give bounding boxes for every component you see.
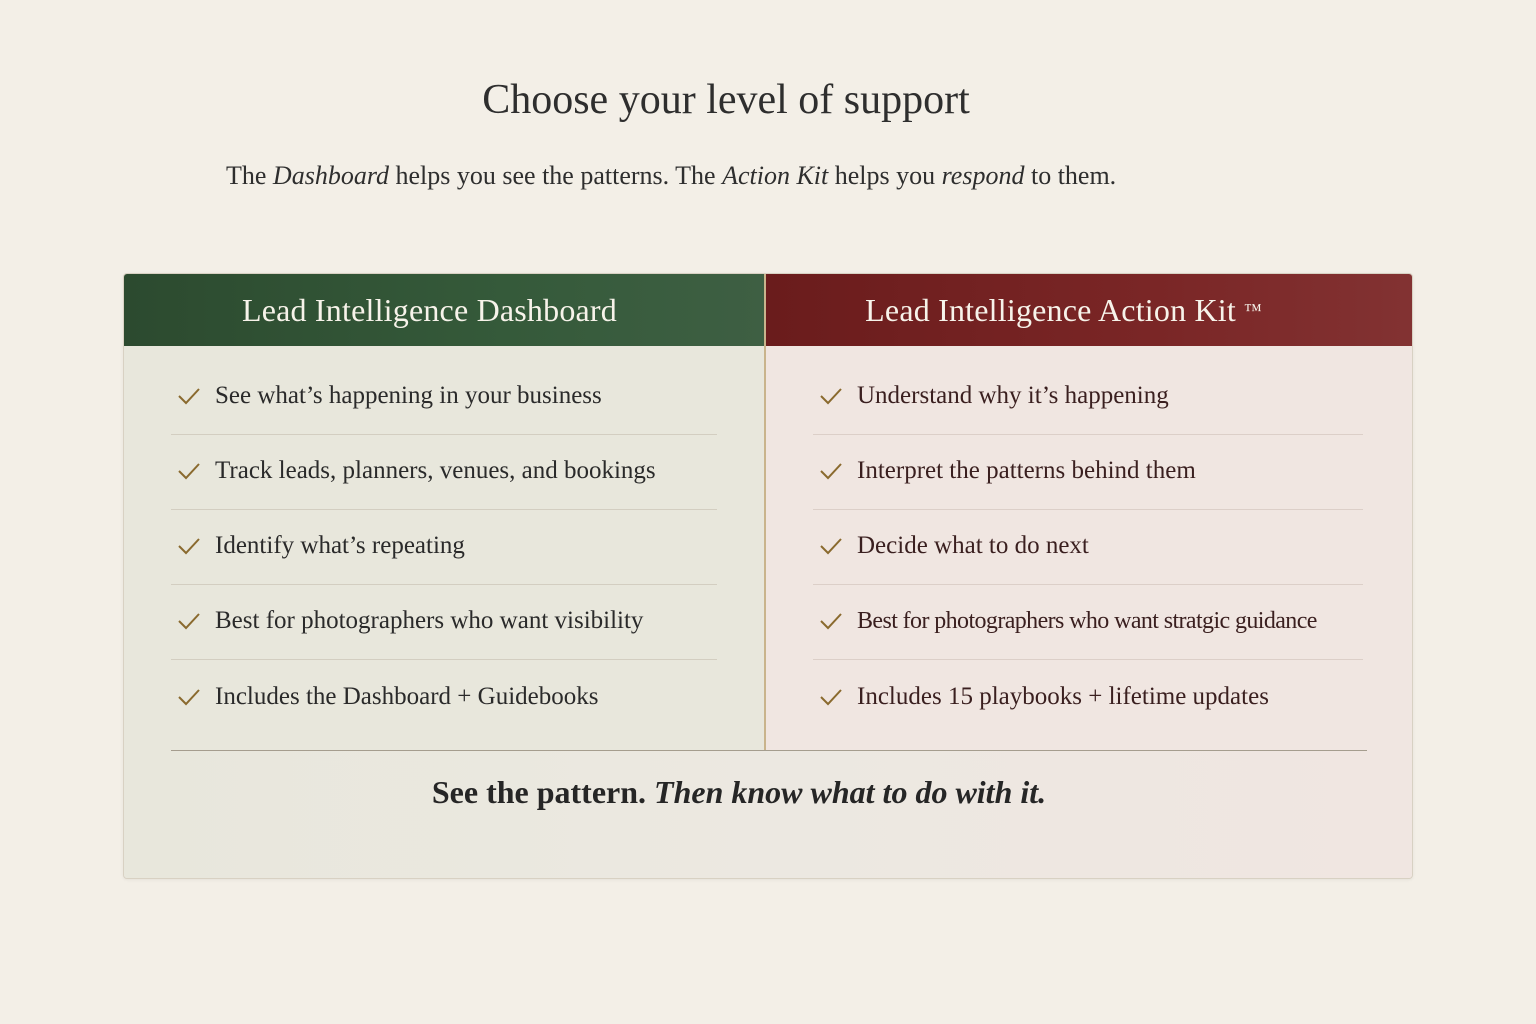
feature-item bbox=[171, 360, 717, 435]
page-title: Choose your level of support bbox=[482, 77, 970, 123]
feature-item bbox=[813, 360, 1363, 435]
plan-header-action-kit bbox=[765, 274, 1412, 346]
feature-text: Includes the Dashboard + Guidebooks bbox=[215, 682, 599, 710]
feature-item bbox=[171, 435, 717, 510]
footer-tagline: See the pattern. Then know what to do with it. bbox=[431, 774, 1047, 810]
feature-list-action-kit bbox=[813, 360, 1363, 735]
feature-text: Best for photographers who want visibility bbox=[215, 607, 644, 634]
feature-item bbox=[171, 510, 717, 585]
feature-text: Best for photographers who want stratgic guidance bbox=[857, 607, 1317, 634]
footer-divider bbox=[171, 750, 1367, 751]
feature-item bbox=[171, 585, 717, 660]
feature-text: Decide what to do next bbox=[857, 532, 1089, 559]
plan-column-action-kit bbox=[765, 274, 1412, 750]
feature-list-dashboard bbox=[171, 360, 717, 735]
plan-column-dashboard bbox=[124, 274, 765, 750]
check-icon bbox=[175, 607, 203, 635]
page-subtitle: The Dashboard helps you see the patterns. The Action Kit helps you respond to them. bbox=[226, 161, 1117, 190]
feature-text: Includes 15 playbooks + lifetime updates bbox=[857, 682, 1269, 710]
check-icon bbox=[817, 382, 845, 410]
feature-text: See what’s happening in your business bbox=[215, 382, 602, 409]
feature-item bbox=[813, 435, 1363, 510]
feature-item bbox=[813, 510, 1363, 585]
plan-name: Lead Intelligence Dashboard bbox=[241, 291, 617, 328]
trademark-symbol: ™ bbox=[1243, 299, 1262, 320]
check-icon bbox=[817, 532, 845, 560]
feature-text: Interpret the patterns behind them bbox=[857, 457, 1196, 484]
feature-text: Understand why it’s happening bbox=[857, 382, 1169, 409]
feature-text: Identify what’s repeating bbox=[215, 532, 465, 559]
check-icon bbox=[817, 683, 845, 711]
check-icon bbox=[817, 607, 845, 635]
comparison-card bbox=[123, 273, 1413, 879]
check-icon bbox=[175, 683, 203, 711]
check-icon bbox=[817, 457, 845, 485]
plan-name: Lead Intelligence Action Kit bbox=[865, 291, 1236, 328]
check-icon bbox=[175, 532, 203, 560]
check-icon bbox=[175, 382, 203, 410]
feature-item bbox=[171, 660, 717, 735]
check-icon bbox=[175, 457, 203, 485]
feature-item bbox=[813, 660, 1363, 735]
card-footer-area bbox=[124, 750, 1412, 878]
feature-item bbox=[813, 585, 1363, 660]
column-divider bbox=[764, 274, 766, 750]
feature-text: Track leads, planners, venues, and bookings bbox=[215, 457, 656, 484]
plan-header-dashboard bbox=[124, 274, 765, 346]
